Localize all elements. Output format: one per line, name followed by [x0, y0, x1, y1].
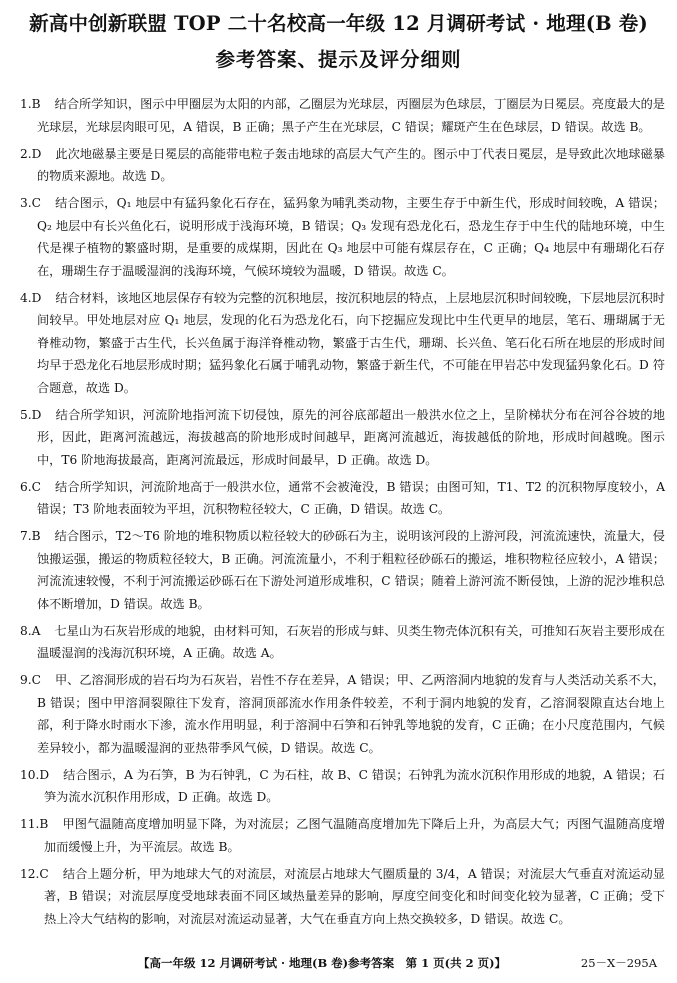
answer-item: [20, 143, 665, 188]
answer-item: [20, 813, 665, 858]
answer-number: 7.: [20, 529, 32, 543]
page-footer: [0, 955, 677, 975]
page-title: 新高中创新联盟 TOP 二十名校高一年级 12 月调研考试 · 地理(B 卷): [29, 12, 648, 35]
answer-explanation: 甲图气温随高度增加明显下降，为对流层；乙图气温随高度增加先下降后上升，为高层大气；丙图气温随高度增加而缓慢上升，为平流层。故选 B。: [44, 817, 665, 854]
answer-choice: C: [31, 479, 41, 494]
answer-number: 4.: [20, 290, 32, 305]
answer-explanation: 结合上题分析，甲为地球大气的对流层，对流层占地球大气圈质量的 3/4，A 错误；对流层大气垂直对流运动显著，B 错误；对流层厚度受地球表面不同区域热量差异的影响，厚度空间变化和时间变化较为显著，C 正确；受下热上冷大气结构的影响，对流层对流运动显著，大气在垂直方向上热交换较多，D 错误。故选 C。: [44, 866, 665, 926]
answer-explanation: 结合材料，该地区地层保存有较为完整的沉积地层，按沉积地层的特点，上层地层沉积时间较晚，下层地层沉积时间较早。甲处地层对应 Q₁ 地层，发现的化石为恐龙化石，向下挖掘应发现比中生代更早的地层，笔石、珊瑚属于无脊椎动物，繁盛于古生代，长兴鱼属于海洋脊椎动物，繁盛于古生代，珊瑚、长兴鱼、笔石化石所在地层的形成时间均早于恐龙化石地层形成时期；猛犸象化石属于哺乳动物，繁盛于新生代，不可能在甲岩芯中发现猛犸象化石。D 符合题意，故选 D。: [37, 290, 665, 395]
footer-code: 25－X－295A: [580, 956, 657, 970]
answer-number: 5.: [20, 407, 32, 422]
answer-explanation: 结合所学知识，河流阶地高于一般洪水位，通常不会被淹没，B 错误；由图可知，T1、T2 的沉积物厚度较小，A 错误；T3 阶地表面较为平坦，沉积物粒径较大，C 正确，D 错误。故选 C。: [37, 479, 665, 516]
answer-choice: D: [39, 767, 50, 782]
answer-choice: D: [31, 146, 42, 161]
answer-item: [20, 620, 665, 665]
answer-number: 11.: [20, 817, 40, 831]
answer-item: [20, 287, 665, 400]
answer-number: 3.: [20, 196, 32, 210]
footer-label: 【高一年级 12 月调研考试 · 地理(B 卷)参考答案 第 1 页(共 2 页)】: [138, 956, 507, 970]
answer-choice: C: [39, 866, 49, 881]
answer-item: [20, 404, 665, 472]
answer-explanation: 结合所学知识，图示中甲圈层为太阳的内部，乙圈层为光球层，丙圈层为色球层，丁圈层为日冕层。亮度最大的是光球层，光球层肉眼可见，A 错误，B 正确；黑子产生在光球层，C 错误；耀斑产生在色球层，D 错误。故选 B。: [37, 97, 665, 134]
answer-explanation: 结合所学知识，河流阶地指河流下切侵蚀，原先的河谷底部超出一般洪水位之上，呈阶梯状分布在河谷谷坡的地形，因此，距离河流越远，海拔越高的阶地形成时间越早，距离河流越近，海拔越低的阶地，形成时间越晚。图示中，T6 阶地海拔最高，距离河流最远，形成时间最早，D 正确。故选 D。: [37, 407, 665, 467]
answer-choice: D: [31, 290, 42, 305]
answer-explanation: 此次地磁暴主要是日冕层的高能带电粒子轰击地球的高层大气产生的。图示中丁代表日冕层，是导致此次地球磁暴的物质来源地。故选 D。: [37, 146, 665, 183]
answer-item: [20, 764, 665, 809]
answer-choice: B: [39, 817, 49, 831]
answer-item: [20, 669, 665, 759]
answer-number: 2.: [20, 146, 32, 161]
answer-choice: B: [31, 529, 41, 543]
answer-item: [20, 93, 665, 138]
answer-choice: C: [31, 673, 41, 687]
answer-explanation: 结合图示，A 为石笋，B 为石钟乳，C 为石柱，故 B、C 错误；石钟乳为流水沉积作用形成的地貌，A 错误；石笋为流水沉积作用形成，D 正确。故选 D。: [44, 767, 665, 804]
answer-explanation: 甲、乙溶洞形成的岩石均为石灰岩，岩性不存在差异，A 错误；甲、乙两溶洞内地貌的发育与人类活动关系不大，B 错误；图中甲溶洞裂隙往下发育，溶洞顶部流水作用条件较差，不利于洞内地貌的发育，乙溶洞裂隙直达台地上部，利于降水时雨水下渗，流水作用明显，利于溶洞中石笋和石钟乳等地貌的发育，C 正确；在小尺度范围内，气候差异较小，都为温暖湿润的亚热带季风气候，D 错误。故选 C。: [37, 673, 665, 755]
answer-number: 9.: [20, 673, 32, 687]
answer-item: [20, 525, 665, 615]
answer-list: [20, 93, 665, 935]
answer-item: [20, 863, 665, 931]
answer-choice: D: [31, 407, 42, 422]
answer-explanation: 结合图示，T2～T6 阶地的堆积物质以粒径较大的砂砾石为主，说明该河段的上游河段，河流流速快，流量大，侵蚀搬运强，搬运的物质粒径较大，B 正确。河流流量小，不利于粗粒径砂砾石的搬运，堆积物粒径应较小，A 错误；河流流速较慢，不利于河流搬运砂砾石在下游处河道形成堆积，C 错误；随着上游河流不断侵蚀，上游的泥沙堆积总体不断增加，D 错误。故选 B。: [37, 529, 665, 611]
answer-choice: C: [31, 196, 41, 210]
answer-item: [20, 476, 665, 521]
page-subtitle: 参考答案、提示及评分细则: [215, 48, 462, 71]
answer-number: 10.: [20, 767, 40, 782]
answer-choice: B: [31, 97, 41, 111]
answer-choice: A: [31, 623, 41, 638]
answer-number: 8.: [20, 623, 32, 638]
answer-item: [20, 192, 665, 282]
answer-explanation: 结合图示，Q₁ 地层中有猛犸象化石存在，猛犸象为哺乳类动物，主要生存于中新生代，形成时间较晚，A 错误；Q₂ 地层中有长兴鱼化石，说明形成于浅海环境，B 错误；Q₃ 发现有恐龙化石，恐龙生存于中生代的陆地环境，中生代是裸子植物的繁盛时期，是重要的成煤期，因此在 Q₃ 地层中可能有煤层存在，C 正确；Q₄ 地层中有珊瑚化石存在，珊瑚生存于温暖湿润的浅海环境，气候环境较为温暖，D 错误。故选 C。: [37, 196, 665, 278]
answer-number: 6.: [20, 479, 32, 494]
answer-number: 12.: [20, 866, 40, 881]
answer-number: 1.: [20, 97, 32, 111]
answer-explanation: 七星山为石灰岩形成的地貌，由材料可知，石灰岩的形成与蚌、贝类生物壳体沉积有关，可推知石灰岩主要形成在温暖湿润的浅海沉积环境，A 正确。故选 A。: [37, 623, 665, 660]
